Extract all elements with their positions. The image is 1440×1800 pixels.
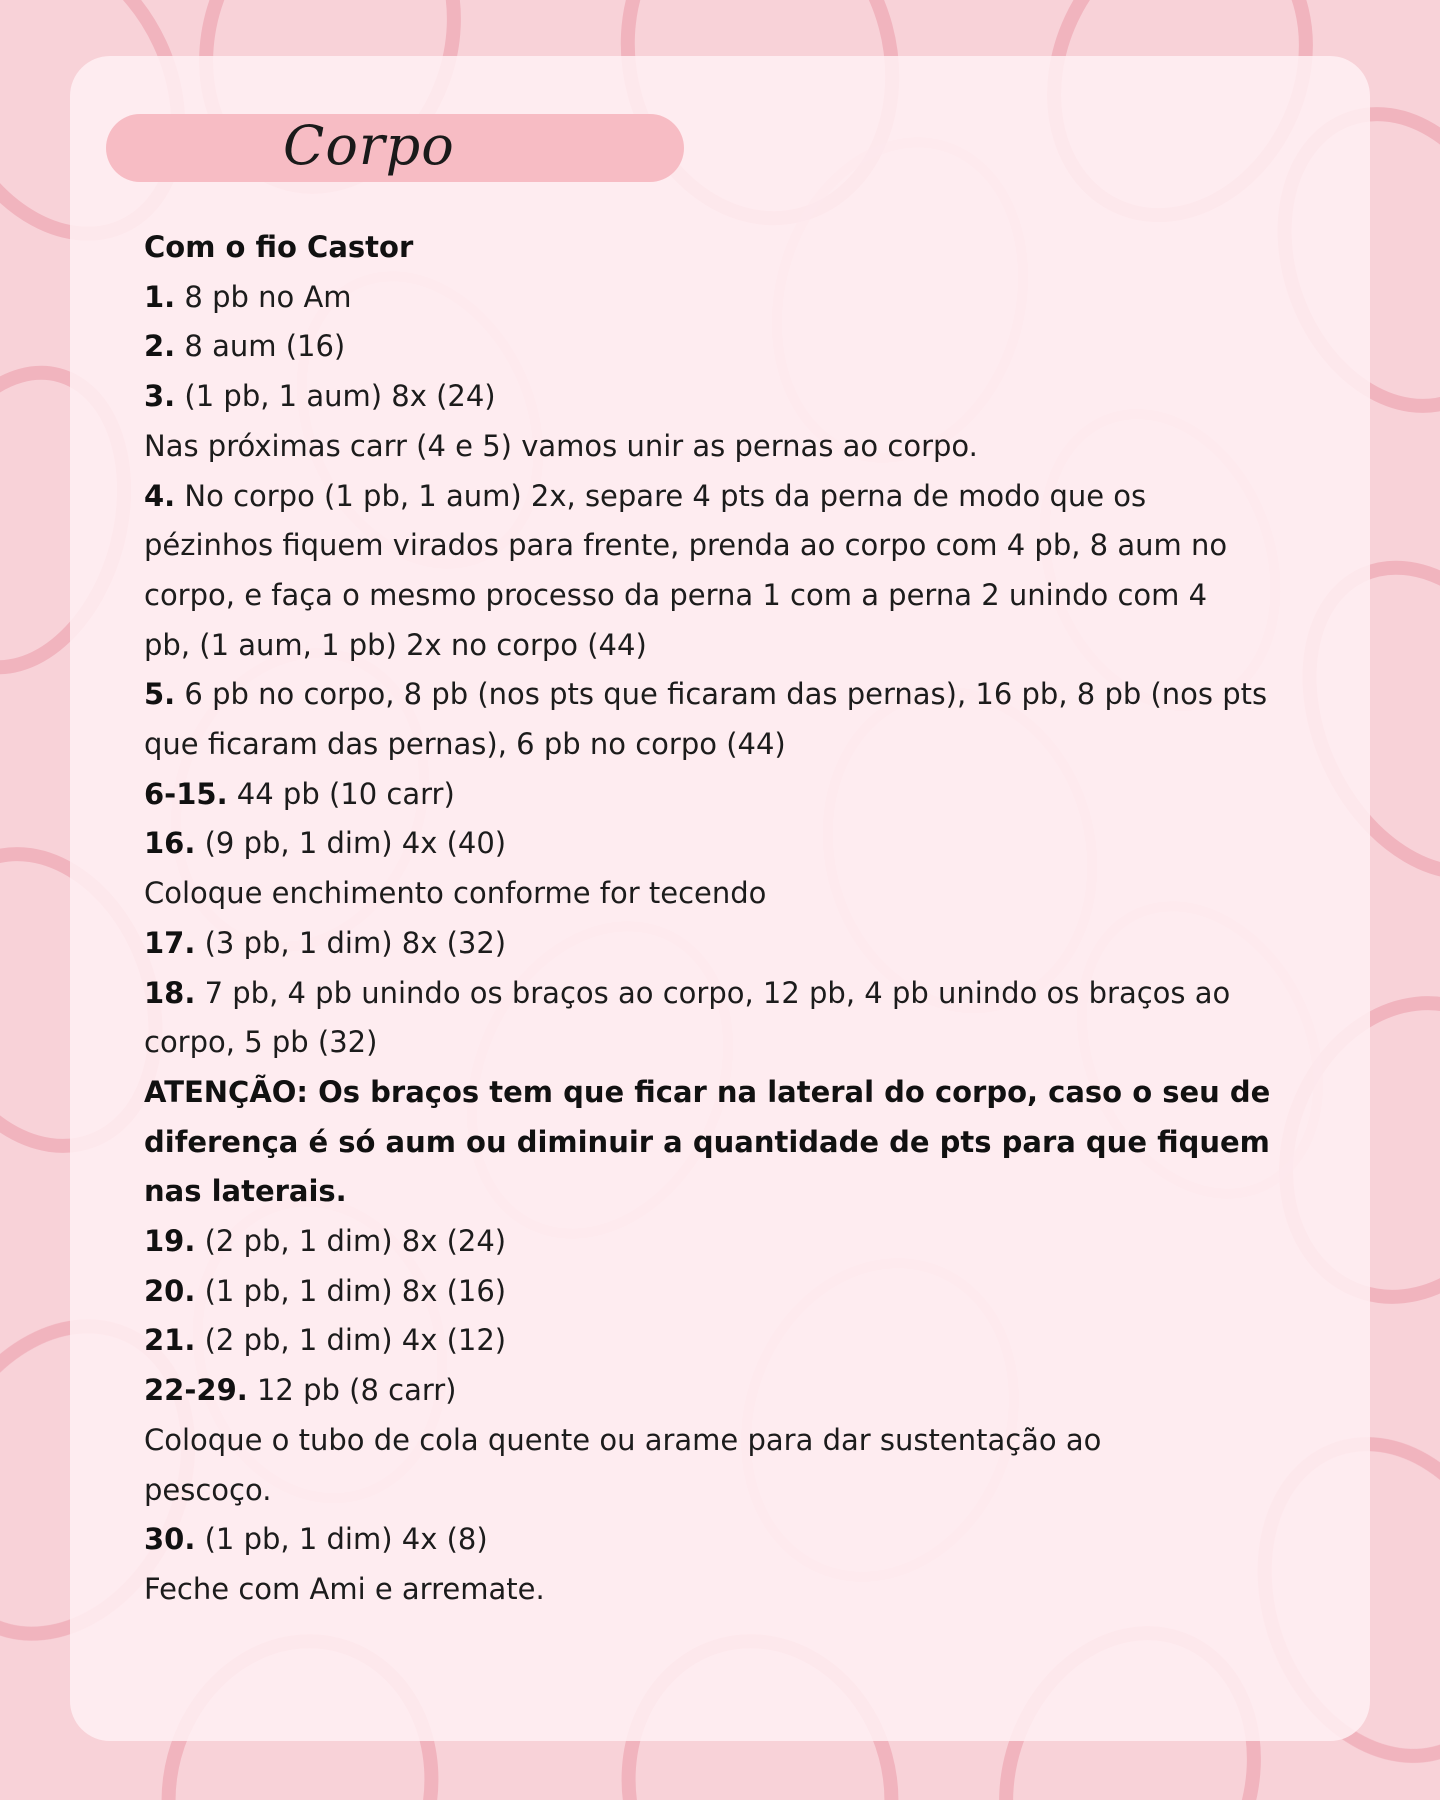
- row-number: 6-15.: [144, 776, 228, 811]
- row-6-15: [144, 770, 1294, 820]
- note-stuffing: Coloque enchimento conforme for tecendo: [144, 876, 767, 911]
- row-17: [144, 919, 1294, 969]
- row-number: 30.: [144, 1522, 196, 1557]
- row-18-cont: corpo, 5 pb (32): [144, 1025, 378, 1060]
- row-2: [144, 322, 1294, 372]
- row-text: (9 pb, 1 dim) 4x (40): [195, 826, 507, 861]
- row-number: 21.: [144, 1323, 196, 1358]
- row-20: [144, 1267, 1294, 1317]
- row-number: 22-29.: [144, 1373, 248, 1408]
- row-text: (2 pb, 1 dim) 8x (24): [195, 1224, 507, 1259]
- row-number: 18.: [144, 975, 196, 1010]
- attention-note-cont: diferença é só aum ou diminuir a quantidade de pts para que fiquem: [144, 1124, 1270, 1159]
- row-number: 19.: [144, 1224, 196, 1259]
- subtitle: Com o fio Castor: [144, 230, 414, 264]
- note-neck: Coloque o tubo de cola quente ou arame para dar sustentação ao: [144, 1422, 1102, 1457]
- row-number: 1.: [144, 279, 176, 314]
- row-text: 6 pb no corpo, 8 pb (nos pts que ficaram das pernas), 16 pb, 8 pb (nos pts: [175, 677, 1268, 712]
- row-5-cont: que ficaram das pernas), 6 pb no corpo (44): [144, 727, 786, 762]
- closing-note: Feche com Ami e arremate.: [144, 1571, 545, 1606]
- row-number: 4.: [144, 478, 176, 513]
- row-18: [144, 969, 1294, 1019]
- row-3: [144, 372, 1294, 422]
- pattern-instructions: [144, 223, 1294, 1615]
- row-text: 8 aum (16): [175, 329, 346, 364]
- attention-note: ATENÇÃO: Os braços tem que ficar na lateral do corpo, caso o seu de: [144, 1074, 1271, 1109]
- row-text: 7 pb, 4 pb unindo os braços ao corpo, 12 pb, 4 pb unindo os braços ao: [195, 975, 1231, 1010]
- row-number: 20.: [144, 1273, 196, 1308]
- row-text: 44 pb (10 carr): [227, 776, 455, 811]
- row-30: [144, 1515, 1294, 1565]
- note-legs: Nas próximas carr (4 e 5) vamos unir as pernas ao corpo.: [144, 428, 978, 463]
- note-neck-cont: pescoço.: [144, 1472, 272, 1507]
- row-text: 8 pb no Am: [175, 279, 352, 314]
- row-text: (1 pb, 1 dim) 8x (16): [195, 1273, 507, 1308]
- row-4-cont: pb, (1 aum, 1 pb) 2x no corpo (44): [144, 627, 647, 662]
- row-1: [144, 273, 1294, 323]
- row-text: (1 pb, 1 aum) 8x (24): [175, 379, 496, 414]
- row-number: 5.: [144, 677, 176, 712]
- row-5: [144, 670, 1294, 720]
- row-22-29: [144, 1366, 1294, 1416]
- row-text: (3 pb, 1 dim) 8x (32): [195, 925, 507, 960]
- row-16: [144, 819, 1294, 869]
- row-4-cont: pézinhos fiquem virados para frente, prenda ao corpo com 4 pb, 8 aum no: [144, 528, 1228, 563]
- row-4-cont: corpo, e faça o mesmo processo da perna 1 com a perna 2 unindo com 4: [144, 577, 1208, 612]
- row-21: [144, 1316, 1294, 1366]
- page-title: Corpo: [283, 114, 455, 177]
- attention-note-cont: nas laterais.: [144, 1174, 347, 1209]
- row-number: 17.: [144, 925, 196, 960]
- row-text: (1 pb, 1 dim) 4x (8): [195, 1522, 488, 1557]
- row-text: No corpo (1 pb, 1 aum) 2x, separe 4 pts da perna de modo que os: [175, 478, 1147, 513]
- row-number: 2.: [144, 329, 176, 364]
- row-4: [144, 472, 1294, 522]
- row-text: 12 pb (8 carr): [247, 1373, 457, 1408]
- row-19: [144, 1217, 1294, 1267]
- row-number: 3.: [144, 379, 176, 414]
- row-text: (2 pb, 1 dim) 4x (12): [195, 1323, 507, 1358]
- row-number: 16.: [144, 826, 196, 861]
